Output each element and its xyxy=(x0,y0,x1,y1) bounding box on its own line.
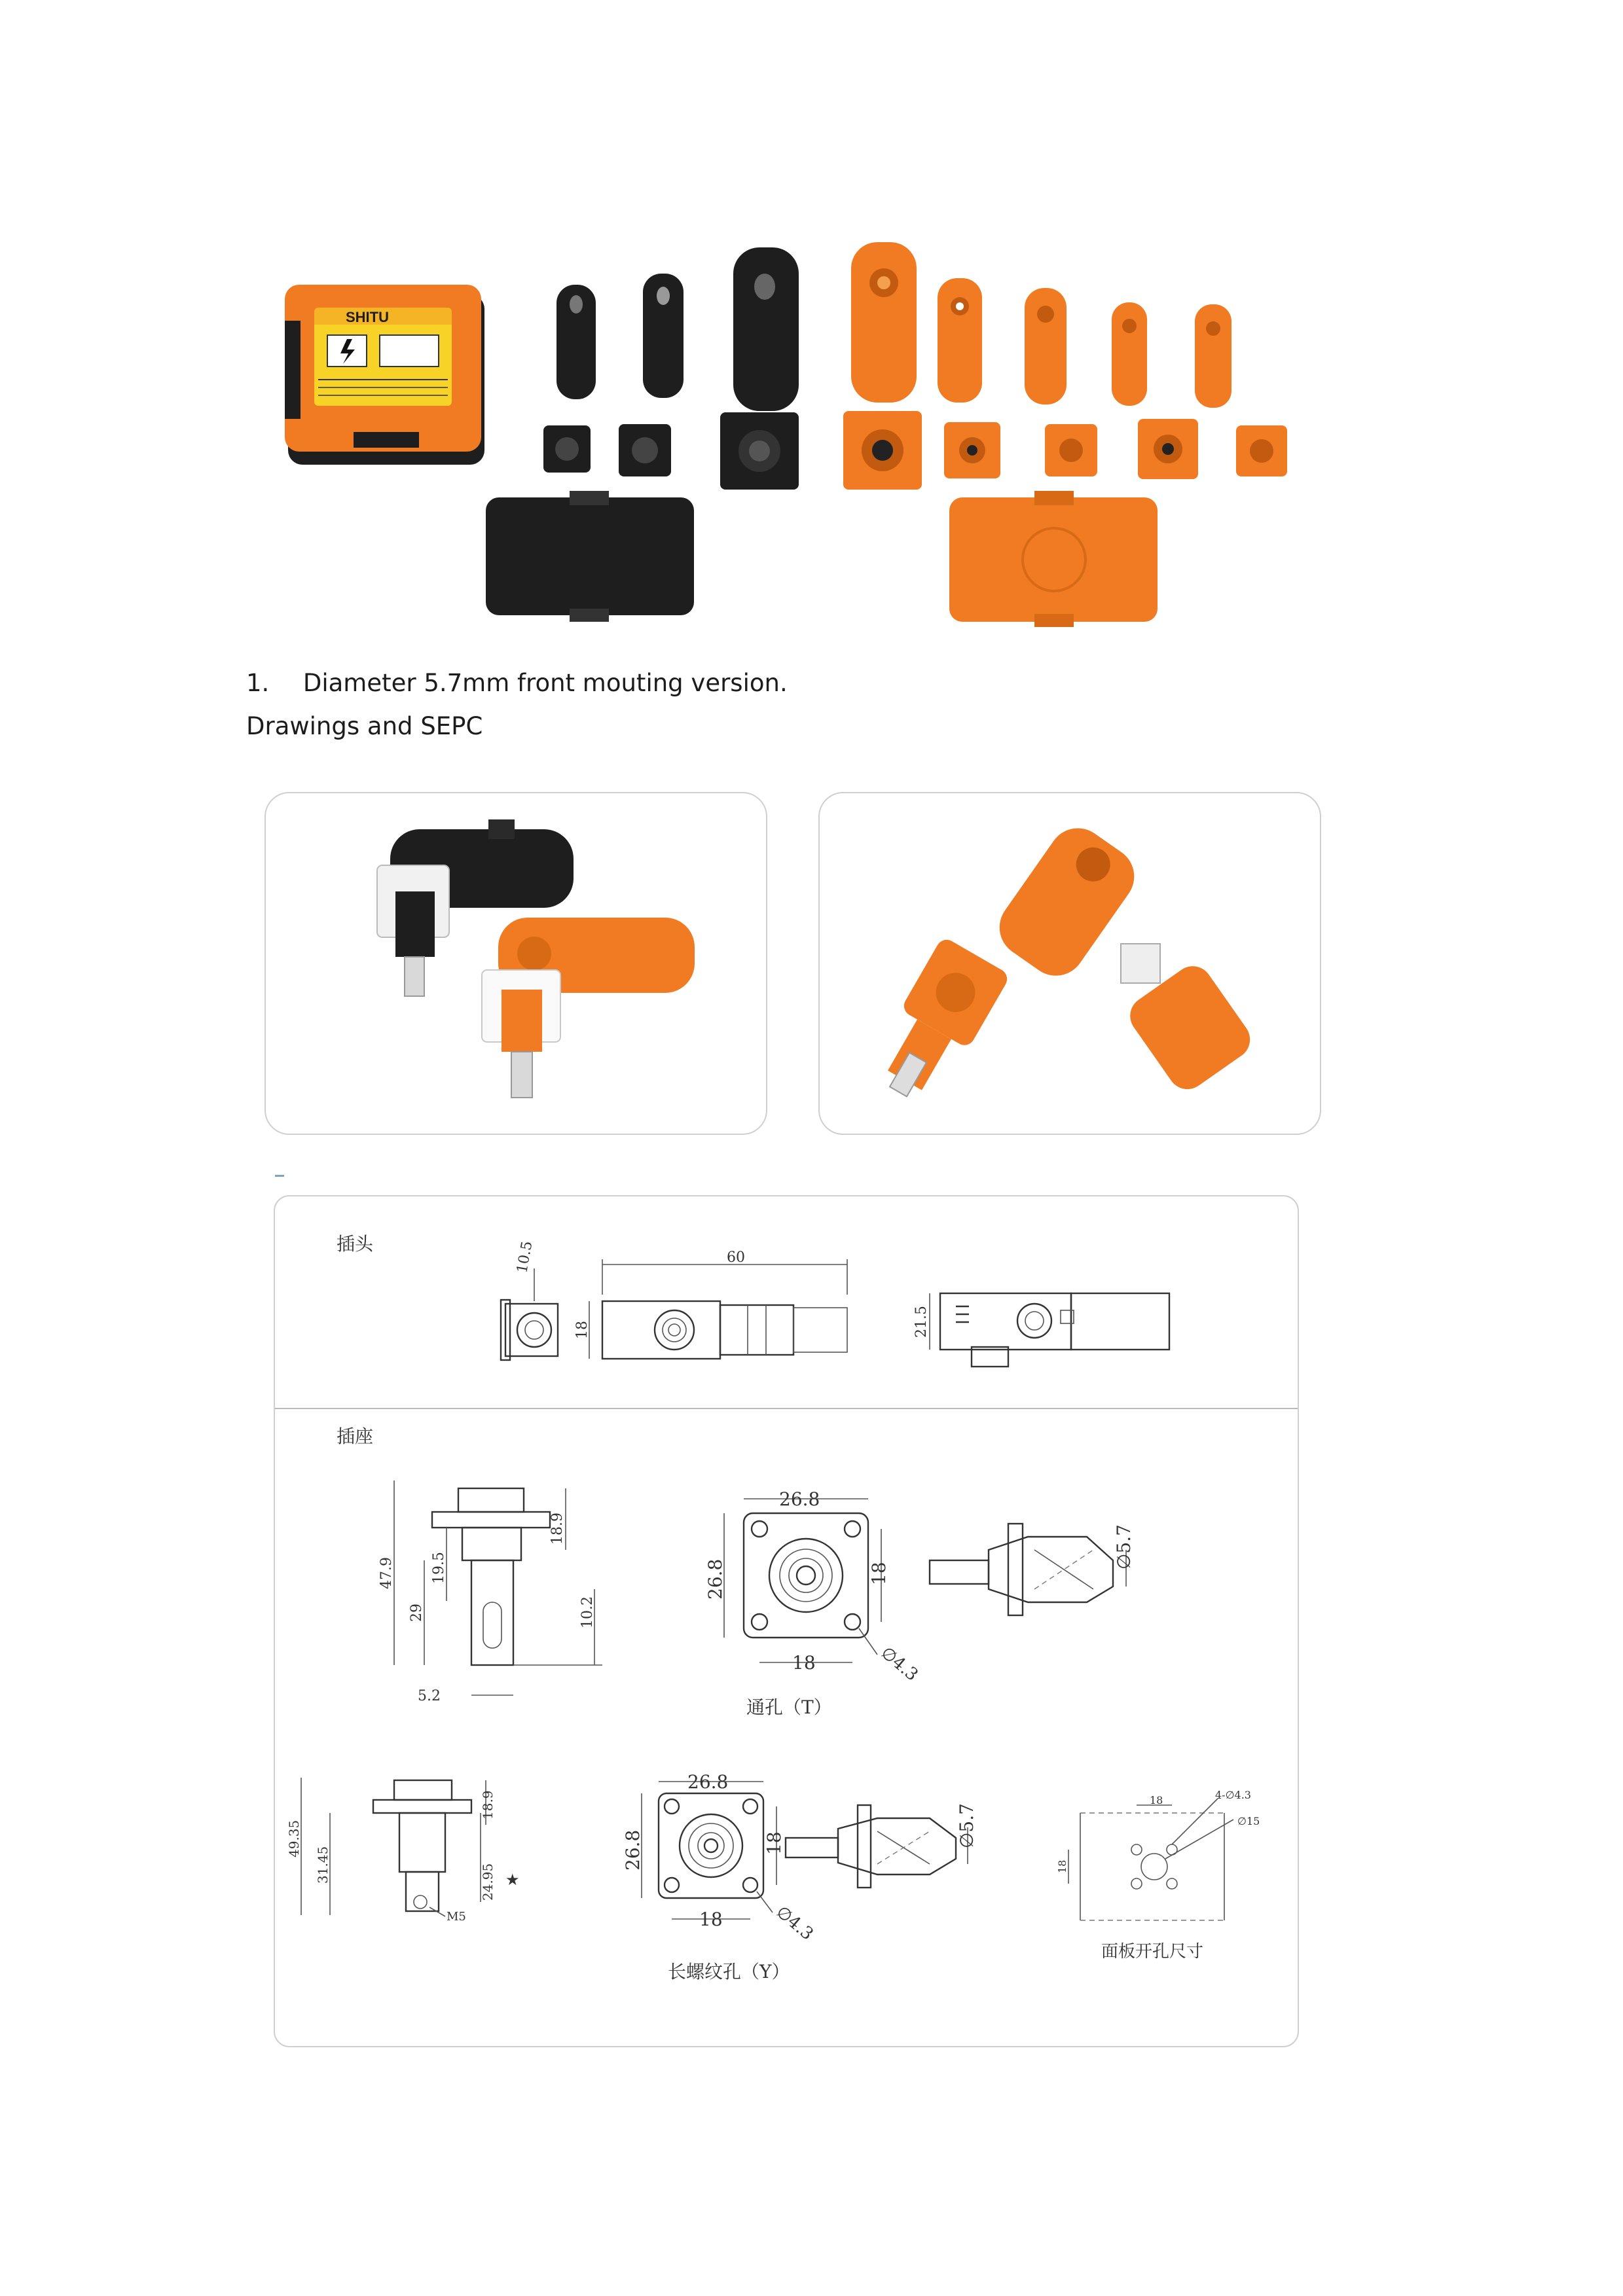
section-title: Diameter 5.7mm front mouting version. xyxy=(302,669,788,697)
plug-dim-d: 10.5 xyxy=(514,1240,536,1275)
y-dim-m5: M5 xyxy=(447,1910,466,1924)
t-dim-19-5: 19.5 xyxy=(431,1552,447,1584)
plug-dim-length: 60 xyxy=(727,1249,745,1266)
t-dim-18-h: 18 xyxy=(792,1652,816,1674)
plug-label: 插头 xyxy=(337,1233,374,1255)
plug-side-view xyxy=(913,1293,1169,1367)
t-dim-47-9: 47.9 xyxy=(378,1557,395,1589)
t-dim-26-8-h: 26.8 xyxy=(779,1488,820,1510)
t-dim-29: 29 xyxy=(409,1604,425,1622)
t-dim-5-2: 5.2 xyxy=(418,1688,441,1704)
t-dim-18-v: 18 xyxy=(868,1562,890,1585)
cutout-dim-holes: 4-∅4.3 xyxy=(1215,1789,1251,1801)
socket-label: 插座 xyxy=(337,1426,374,1447)
y-dim-49-35: 49.35 xyxy=(286,1820,302,1857)
technical-drawing xyxy=(274,1195,1299,2047)
product-photo xyxy=(275,223,1322,641)
t-dim-10-2: 10.2 xyxy=(579,1596,596,1628)
cutout-caption: 面板开孔尺寸 xyxy=(1101,1942,1204,1962)
socket-t-front-view xyxy=(704,1488,922,1718)
socket-y-side-view xyxy=(286,1778,520,1924)
y-dim-18-v: 18 xyxy=(763,1831,785,1855)
socket-t-side-view xyxy=(378,1480,602,1704)
photo-card-right xyxy=(818,792,1321,1135)
t-caption: 通孔（T） xyxy=(746,1696,832,1718)
y-dim-dia: ∅5.7 xyxy=(956,1803,977,1848)
socket-y-front-view xyxy=(622,1771,817,1982)
cutout-dim-18-v: 18 xyxy=(1056,1859,1068,1873)
item-number: 1. xyxy=(246,669,270,697)
section-heading xyxy=(246,669,788,697)
t-dim-dia: ∅5.7 xyxy=(1113,1524,1135,1570)
plug-dim-side-height: 21.5 xyxy=(913,1306,930,1338)
connector-pair-photo xyxy=(266,793,766,1134)
y-star: ★ xyxy=(505,1871,520,1889)
black-plug-image xyxy=(556,247,799,411)
y-dim-18-h: 18 xyxy=(699,1909,723,1930)
socket-t-section-view xyxy=(930,1524,1135,1615)
divider-mark xyxy=(275,1175,284,1177)
panel-cutout-view xyxy=(1056,1789,1260,1962)
t-dim-hole: ∅4.3 xyxy=(877,1643,922,1685)
socket-y-section-view xyxy=(786,1803,977,1888)
orange-socket-image xyxy=(843,411,1287,490)
photo-card-left xyxy=(264,792,767,1135)
y-caption: 长螺纹孔（Y） xyxy=(668,1961,790,1982)
connector-mated-photo xyxy=(820,793,1320,1134)
y-dim-26-8-h: 26.8 xyxy=(687,1771,729,1793)
y-dim-26-8-v: 26.8 xyxy=(622,1829,644,1871)
t-dim-26-8-v: 26.8 xyxy=(704,1558,726,1600)
section-subtitle: Drawings and SEPC xyxy=(246,712,483,740)
plug-top-view xyxy=(574,1249,847,1359)
t-dim-18-9: 18.9 xyxy=(549,1513,566,1545)
black-socket-image xyxy=(543,412,799,490)
y-dim-31-45: 31.45 xyxy=(315,1846,331,1884)
orange-cover-image xyxy=(949,491,1158,627)
brand-logo: SHITU xyxy=(346,309,389,325)
junction-box-image xyxy=(285,285,484,465)
orange-plug-image xyxy=(851,242,1231,408)
y-dim-24-95: 24.95 xyxy=(480,1863,496,1901)
plug-dim-height: 18 xyxy=(574,1321,591,1339)
cutout-dim-18-h: 18 xyxy=(1150,1794,1163,1806)
y-dim-hole: ∅4.3 xyxy=(772,1902,817,1945)
cutout-dim-center: ∅15 xyxy=(1237,1815,1260,1827)
y-dim-18-9: 18.9 xyxy=(480,1790,496,1820)
black-cover-image xyxy=(486,491,694,622)
plug-front-view xyxy=(501,1240,558,1360)
